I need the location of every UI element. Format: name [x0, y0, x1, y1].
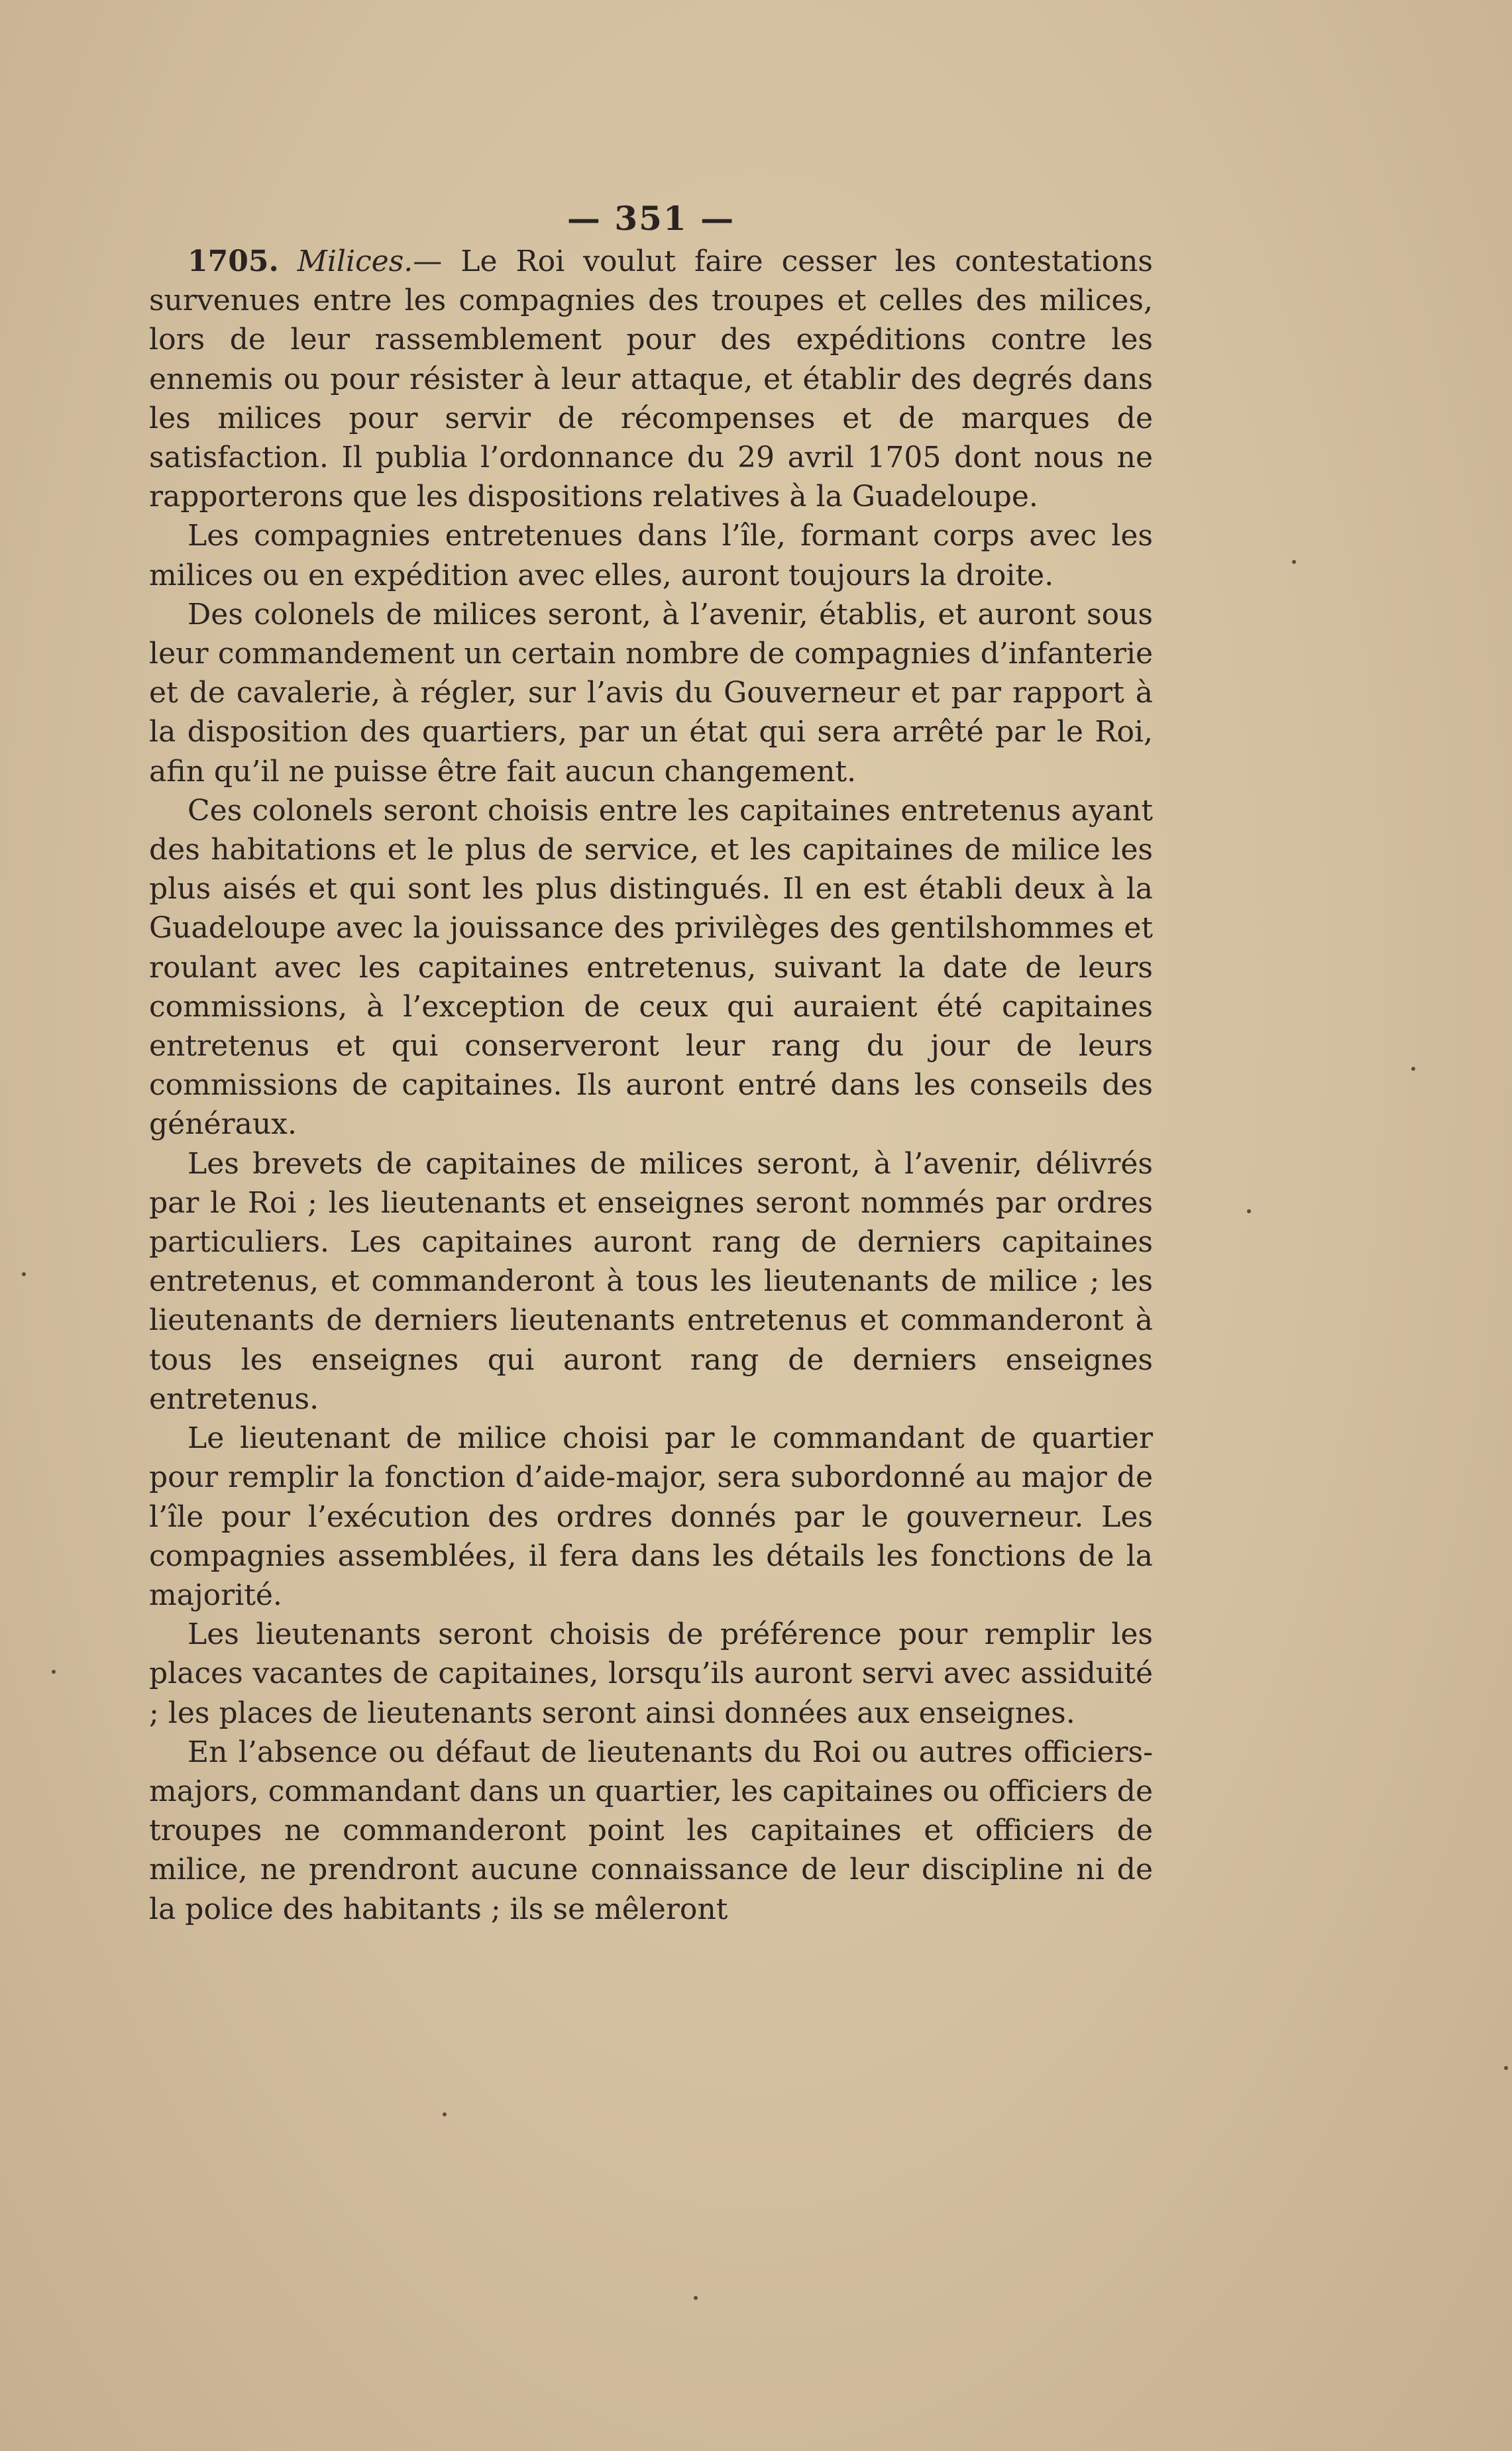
paragraph-4: Ces colonels seront choisis entre les capitaines entretenus ayant des habitations et le plus de service, et les capitaines de milice les plus aisés et qui sont les plus distingués. Il en est établi deux à la Guadeloupe avec la jouissance des privilèges des gentilshommes et roulant avec les capitaines entretenus, suivant la date de leurs commissions, à l’exception de ceux qui auraient été capitaines entretenus et qui conserveront leur rang du jour de leurs commissions de capitaines. Ils auront entré dans les conseils des généraux. [149, 793, 1153, 1142]
ink-speck [443, 2112, 447, 2116]
ink-speck [1411, 1067, 1415, 1071]
paragraph-2: Les compagnies entretenues dans l’île, formant corps avec les milices ou en expédition avec elles, auront toujours la droite. [149, 519, 1153, 592]
page-text [149, 199, 1153, 1929]
ink-speck [1504, 2066, 1508, 2070]
topic-label: Milices. [297, 245, 413, 278]
ink-speck [694, 2296, 698, 2300]
paragraph-1 [149, 242, 1153, 516]
ink-speck [1247, 1209, 1251, 1213]
page-number: — 351 — [567, 199, 735, 238]
paragraph-5: Les brevets de capitaines de milices seront, à l’avenir, délivrés par le Roi ; les lieutenants et enseignes seront nommés par ordres particuliers. Les capitaines auront rang de derniers capitaines entretenus, et commanderont à tous les lieutenants de milice ; les lieutenants de derniers lieutenants entretenus et commanderont à tous les enseignes qui auront rang de derniers enseignes entretenus. [149, 1146, 1153, 1416]
year-label: 1705. [188, 245, 279, 278]
ink-speck [52, 1670, 56, 1674]
paragraph-6: Le lieutenant de milice choisi par le commandant de quartier pour remplir la fonction d’aide-major, sera subordonné au major de l’île pour l’exécution des ordres donnés par le gouverneur. Les compagnies assemblées, il fera dans les détails les fonctions de la majorité. [149, 1421, 1153, 1612]
paragraph-8: En l’absence ou défaut de lieutenants du Roi ou autres officiers-majors, commandant dans un quartier, les capitaines ou officiers de troupes ne commanderont point les capitaines et officiers de milice, ne prendront aucune connaissance de leur discipline ni de la police des habitants ; ils se mêleront [149, 1735, 1153, 1926]
paragraph-1-text: — Le Roi voulut faire cesser les contestations survenues entre les compagnies des troupes et celles des milices, lors de leur rassemblement pour des expéditions contre les ennemis ou pour résister à leur attaque, et établir des degrés dans les milices pour servir de récompenses et de marques de satisfaction. Il publia l’ordonnance du 29 avril 1705 dont nous ne rapporterons que les dispositions relatives à la Guadeloupe. [149, 245, 1153, 514]
ink-speck [1292, 560, 1296, 564]
paragraph-3: Des colonels de milices seront, à l’avenir, établis, et auront sous leur commandement un certain nombre de compagnies d’infanterie et de cavalerie, à régler, sur l’avis du Gouverneur et par rapport à la disposition des quartiers, par un état qui sera arrêté par le Roi, afin qu’il ne puisse être fait aucun changement. [149, 597, 1153, 789]
paragraph-7: Les lieutenants seront choisis de préférence pour remplir les places vacantes de capitaines, lorsqu’ils auront servi avec assiduité ; les places de lieutenants seront ainsi données aux enseignes. [149, 1617, 1153, 1730]
ink-speck [22, 1272, 26, 1276]
